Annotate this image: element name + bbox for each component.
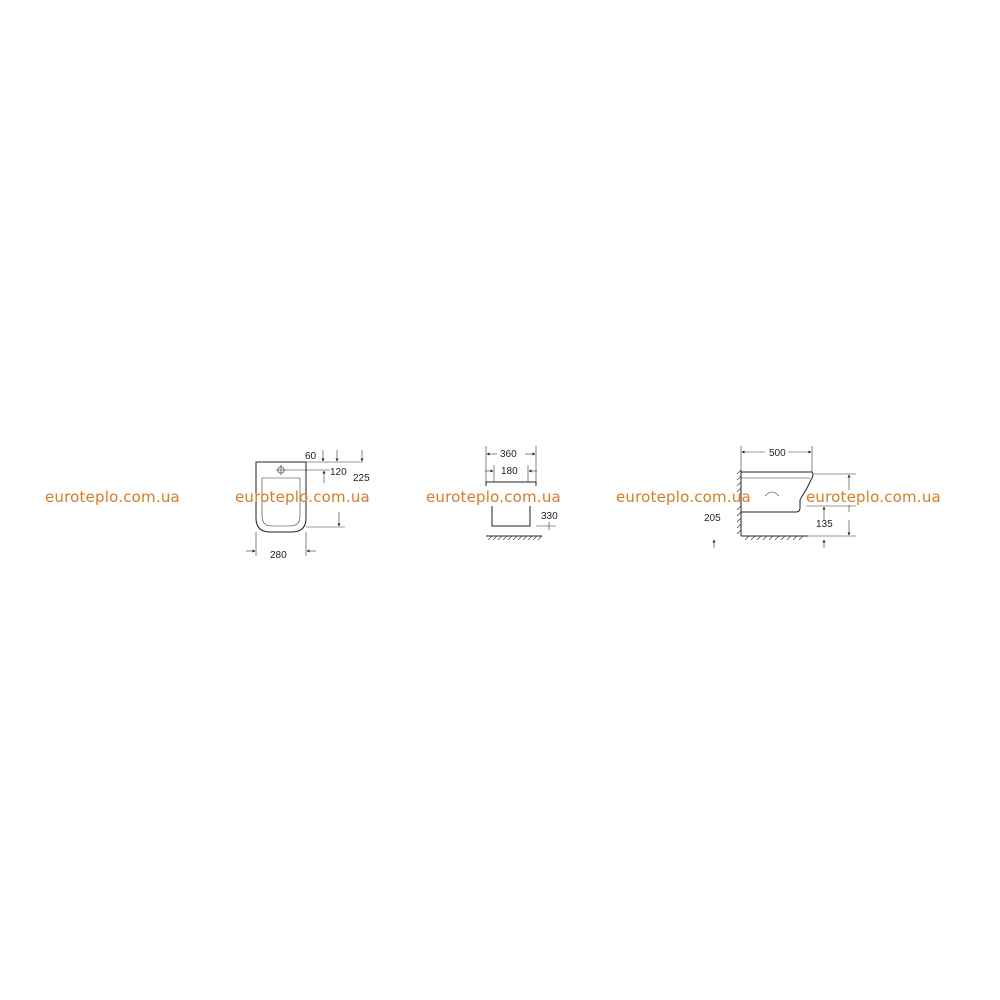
- side-view-rim: [486, 482, 536, 486]
- dim-500: 500: [769, 448, 786, 459]
- dim-330: 330: [541, 511, 558, 522]
- dim-60: 60: [305, 451, 317, 462]
- watermark-1: euroteplo.com.ua: [45, 488, 180, 506]
- drain-outlet: [765, 492, 779, 496]
- watermark-4: euroteplo.com.ua: [616, 488, 751, 506]
- dim-360: 360: [500, 449, 517, 460]
- side-view-floor-hatch: [488, 536, 542, 540]
- watermark-5: euroteplo.com.ua: [806, 488, 941, 506]
- dim-280: 280: [270, 550, 287, 561]
- dim-225: 225: [353, 473, 370, 484]
- dim-205: 205: [704, 513, 721, 524]
- side-view-body: [492, 506, 530, 526]
- profile-view-floor-hatch: [745, 536, 803, 540]
- dim-135: 135: [816, 519, 833, 530]
- watermark-2: euroteplo.com.ua: [235, 488, 370, 506]
- dim-120: 120: [330, 467, 347, 478]
- dim-180: 180: [501, 466, 518, 477]
- watermark-3: euroteplo.com.ua: [426, 488, 561, 506]
